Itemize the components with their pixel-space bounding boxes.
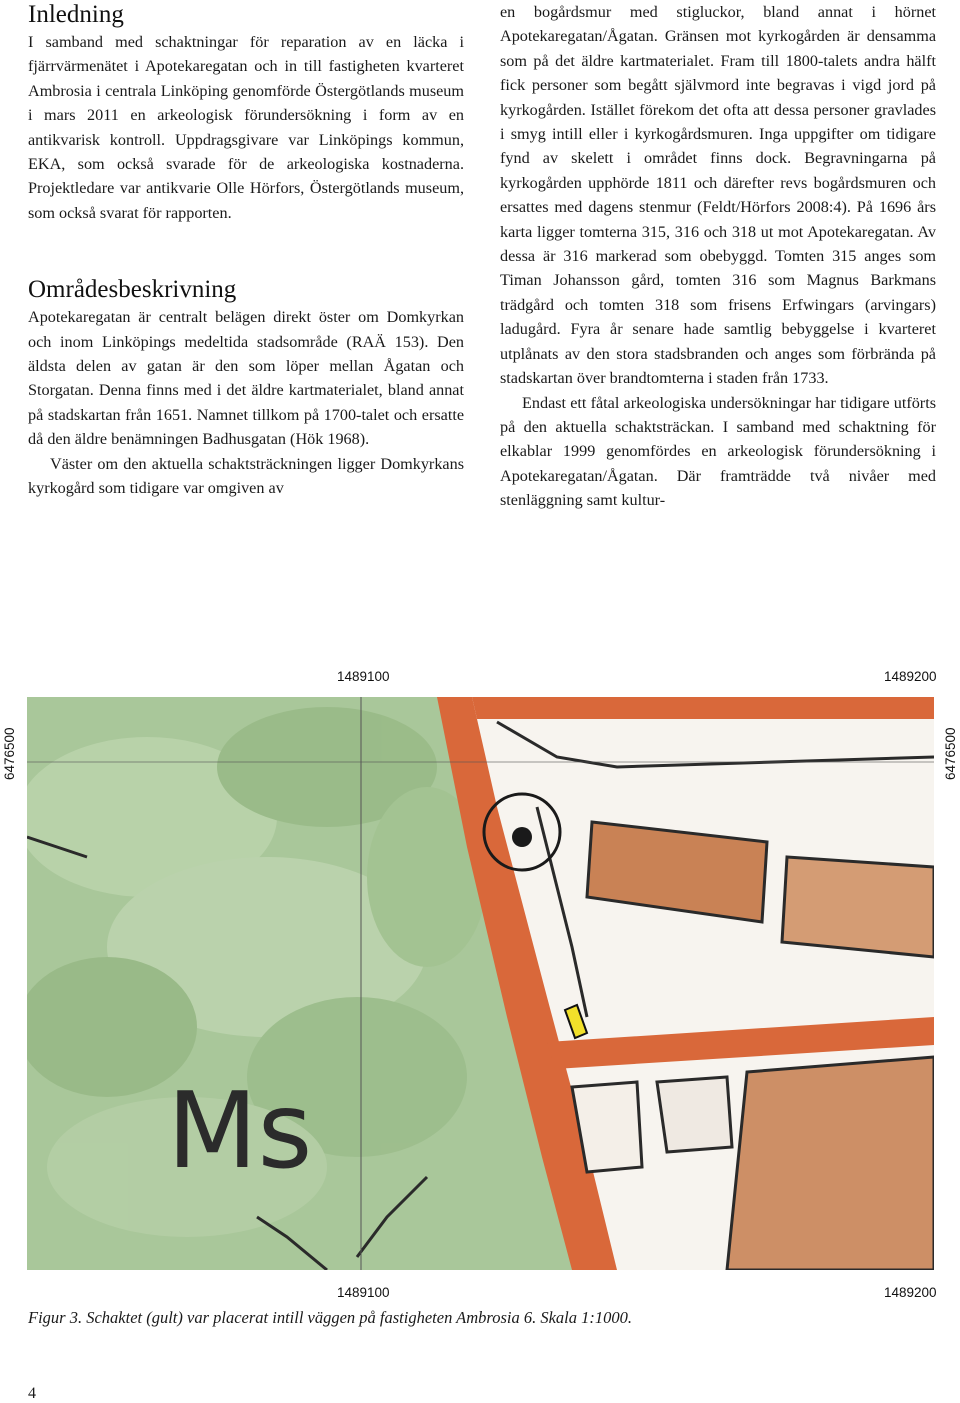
paragraph-omrade-1: Apotekaregatan är centralt belägen direkt öster om Domkyrkan och inom Linköpings medeltida stadsområde (RAÄ 153). Den äldsta delen av gatan är den som löper mellan Ågatan och Storgatan. Denna finns med i det äldre kartmaterialet, bland annat på stadskartan från 1651. Namnet tillkom på 1700-talet och ersatte då den äldre benämningen Badhusgatan (Hök 1968). (28, 308, 464, 449)
street-agatan (472, 697, 934, 719)
building-2 (782, 857, 934, 957)
coord-top-right: 1489200 (884, 669, 937, 684)
heading-omradesbeskrivning: Områdesbeskrivning (28, 276, 237, 304)
coord-right-vertical: 6476500 (943, 727, 958, 780)
figure-caption: Figur 3. Schaktet (gult) var placerat intill väggen på fastigheten Ambrosia 6. Skala 1:1000. (28, 1308, 632, 1327)
site-map (27, 697, 934, 1270)
right-column (500, 0, 936, 513)
coord-bottom-left: 1489100 (337, 1285, 390, 1300)
page-number: 4 (28, 1385, 36, 1402)
paragraph-right-2: Endast ett fåtal arkeologiska undersökningar har tidigare utförts på den aktuella schaktsträckan. I samband med schaktning för elkablar 1999 genomfördes en arkeologisk förundersökning i Apotekaregatan/Ågatan. Där framträdde två nivåer med stenläggning samt kultur- (500, 393, 936, 510)
paragraph-omrade-2: Väster om den aktuella schaktsträckningen ligger Domkyrkans kyrkogård som tidigare var omgiven av (28, 454, 464, 498)
coord-bottom-right: 1489200 (884, 1285, 937, 1300)
building-3 (657, 1077, 732, 1152)
paragraph-inledning: I samband med schaktningar för reparation av en läcka i fjärrvärmenätet i Apotekaregatan och in till fastigheten kvarteret Ambrosia i centrala Linköping genomförde Östergötlands museum i mars 2011 en arkeologisk förundersökning i form av en antikvarisk kontroll. Uppdragsgivare var Linköpings kommun, EKA, som också svarade för de arkeologiska kostnaderna. Projektledare var antikvarie Olle Hörfors, Östergötlands museum, som också svarat för rapporten. (28, 33, 464, 222)
coord-top-left: 1489100 (337, 669, 390, 684)
coord-left-vertical: 6476500 (2, 727, 17, 780)
left-column (28, 0, 464, 501)
heading-inledning: Inledning (28, 1, 124, 28)
map-label-ms: Ms (167, 1070, 313, 1192)
paragraph-right-1: en bogårdsmur med stigluckor, bland annat i hörnet Apotekaregatan/Ågatan. Gränsen mot kyrkogården är densamma som på det äldre kartmaterialet. Fram till 1800-talets andra hälft fick personer som begått självmord inte begravas i vigd jord på kyrkogården. Istället förekom det ofta att dessa personer gravlades i smyg intill eller i kyrkogårdsmuren. Inga uppgifter om tidigare fynd av skelett i området finns dock. Begravningarna på kyrkogården upphörde 1811 och därefter revs bogårdsmuren och ersattes med dagens stenmur (Feldt/Hörfors 2008:4). På 1696 års karta ligger tomterna 315, 316 och 318 ut mot Apotekaregatan. Av dessa är 316 markerad som obebyggd. Tomten 315 anges som Timan Johansson gård, tomten 316 som Magnus Barkmans trädgård och tomten 318 som frisens Erfwingars (arvingars) ladugård. Fyra år senare hade samtlig bebyggelse i kvarteret utplånats av den stora stadsbranden och anges som förbrända på stadskartan över brandtomterna i staden från 1733. (500, 3, 936, 388)
building-4 (727, 1057, 934, 1270)
